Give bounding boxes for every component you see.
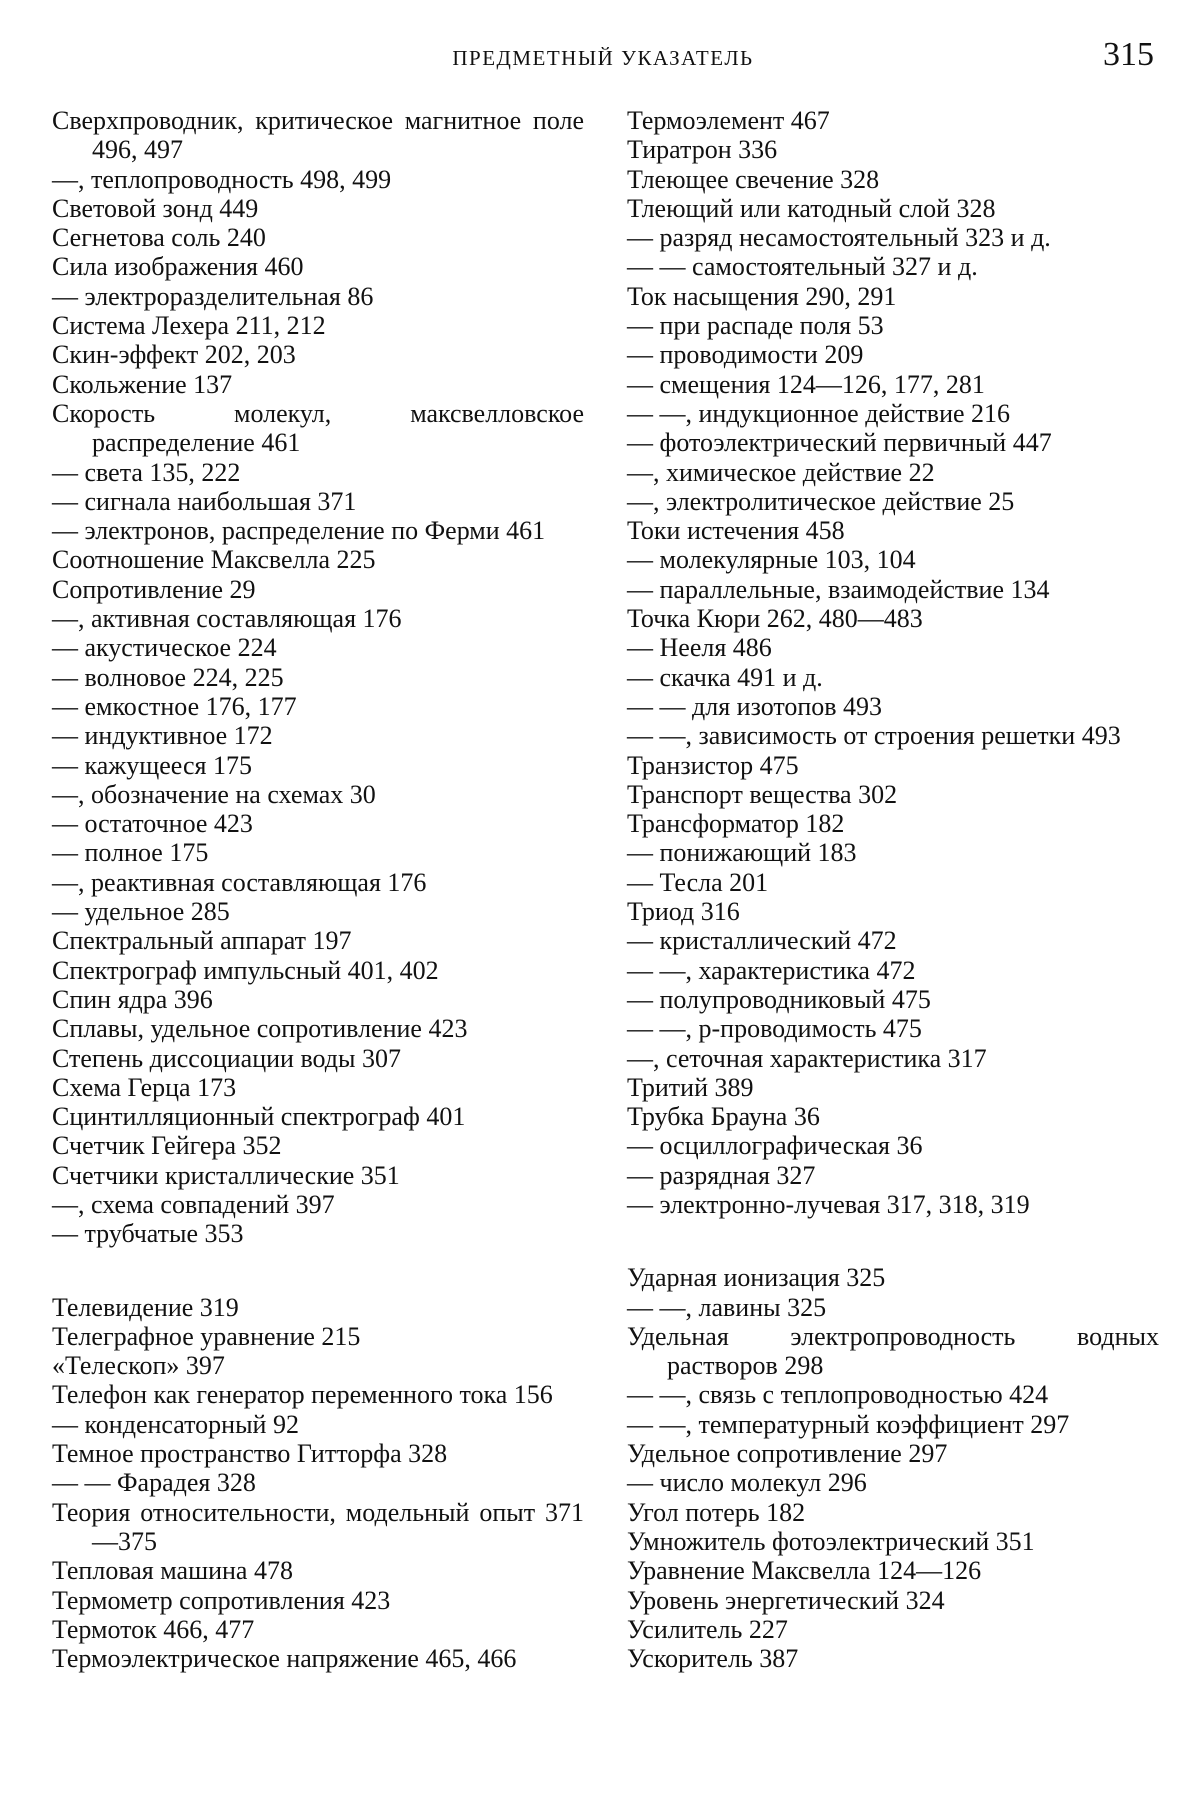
index-entry: — —, лавины 325 [627,1292,827,1322]
index-entry: —, электролитическое действие 25 [627,486,1015,516]
index-entry: Спектрограф импульсный 401, 402 [52,955,439,985]
index-entry: — — Фарадея 328 [52,1468,256,1498]
index-entry: — кристаллический 472 [627,926,897,956]
index-entry: — понижающий 183 [627,838,857,868]
index-entry: Сверхпроводник, критическое магнитное поле 496, 497 [52,106,584,165]
index-entry: Соотношение Максвелла 225 [52,545,376,575]
index-entry: Сцинтилляционный спектрограф 401 [52,1102,466,1132]
index-entry: — — для изотопов 493 [627,691,883,721]
index-entry: Счетчики кристаллические 351 [52,1160,400,1190]
index-entry: Усилитель 227 [627,1614,788,1644]
index-entry: Сплавы, удельное сопротивление 423 [52,1014,468,1044]
index-entry: Тепловая машина 478 [52,1556,293,1586]
running-title: ПРЕДМЕТНЫЙ УКАЗАТЕЛЬ [452,46,754,70]
index-entry: Счетчик Гейгера 352 [52,1131,282,1161]
index-entry: Темное пространство Гитторфа 328 [52,1439,448,1469]
index-entry: — света 135, 222 [52,457,241,487]
index-entry: Тлеющий или катодный слой 328 [627,193,996,223]
index-entry: Тиратрон 336 [627,135,778,165]
index-entry: Световой зонд 449 [52,193,259,223]
index-entry: Термоэлектрическое напряжение 465, 466 [52,1644,517,1674]
index-entry: Точка Кюри 262, 480—483 [627,604,923,634]
index-entry: — кажущееся 175 [52,750,252,780]
index-entry: — осциллографическая 36 [627,1131,923,1161]
index-entry: Трансформатор 182 [627,809,845,839]
index-entry: Ударная ионизация 325 [627,1263,886,1293]
index-entry: Спектральный аппарат 197 [52,926,352,956]
index-entry: Трубка Брауна 36 [627,1102,820,1132]
index-entry: — электроразделительная 86 [52,281,374,311]
index-entry: Скорость молекул, максвелловское распределение 461 [52,398,584,458]
index-entry: — —, температурный коэффициент 297 [627,1409,1070,1439]
index-entry: Транзистор 475 [627,750,799,780]
index-entry: Ток насыщения 290, 291 [627,281,897,311]
index-entry: Уравнение Максвелла 124—126 [627,1556,982,1586]
index-entry: Умножитель фотоэлектрический 351 [627,1526,1035,1556]
index-entry: Тлеющее свечение 328 [627,164,880,194]
index-entry: — —, связь с теплопроводностью 424 [627,1380,1049,1410]
index-entry: Теория относительности, модельный опыт 371—375 [52,1497,584,1556]
index-column-left [52,106,584,1673]
index-entry: Удельная электропроводность водных растворов 298 [627,1321,1159,1381]
index-entry: «Телескоп» 397 [52,1351,225,1381]
page-header [52,38,1154,82]
index-entry: — сигнала наибольшая 371 [52,486,357,516]
index-entry: Система Лехера 211, 212 [52,311,326,341]
index-entry: Термометр сопротивления 423 [52,1585,391,1615]
index-entry: — разряд несамостоятельный 323 и д. [627,223,1051,253]
index-entry: —, теплопроводность 498, 499 [52,164,392,194]
index-entry: — электронов, распределение по Ферми 461 [52,516,546,546]
index-entry: Угол потерь 182 [627,1497,806,1527]
index-entry: —, реактивная составляющая 176 [52,867,427,897]
index-entry: — —, зависимость от строения решетки 493 [627,721,1121,751]
index-entry: — волновое 224, 225 [52,662,284,692]
index-entry: — —, индукционное действие 216 [627,398,1011,428]
index-entry: Скин-эффект 202, 203 [52,340,296,370]
index-entry: — Нееля 486 [627,633,772,663]
index-entry: — —, характеристика 472 [627,955,916,985]
index-entry: —, схема совпадений 397 [52,1189,335,1219]
index-entry: — трубчатые 353 [52,1219,244,1249]
index-entry: — —, p-проводимость 475 [627,1014,922,1044]
index-entry: Тритий 389 [627,1072,754,1102]
index-entry: Ускоритель 387 [627,1644,799,1674]
index-entry: — при распаде поля 53 [627,311,884,341]
index-entry: —, сеточная характеристика 317 [627,1043,987,1073]
index-entry: — — самостоятельный 327 и д. [627,252,978,282]
index-entry: — индуктивное 172 [52,721,273,751]
index-entry: — акустическое 224 [52,633,277,663]
index-entry: — удельное 285 [52,897,230,927]
index-entry: — полупроводниковый 475 [627,984,931,1014]
index-column-right [627,106,1159,1673]
index-entry: Сегнетова соль 240 [52,223,266,253]
index-entry: — смещения 124—126, 177, 281 [627,369,985,399]
index-entry: Термоэлемент 467 [627,106,830,135]
index-entry: — остаточное 423 [52,809,253,839]
index-entry: Триод 316 [627,897,740,927]
index-entry: — разрядная 327 [627,1160,816,1190]
index-entry: —, химическое действие 22 [627,457,935,487]
index-entry: Спин ядра 396 [52,984,213,1014]
index-entry: — полное 175 [52,838,209,868]
index-entry: — емкостное 176, 177 [52,691,297,721]
index-entry: Схема Герца 173 [52,1072,237,1102]
index-entry: —, обозначение на схемах 30 [52,779,376,809]
index-entry: —, активная составляющая 176 [52,604,402,634]
index-entry: Сопротивление 29 [52,574,256,604]
index-entry: — конденсаторный 92 [52,1409,299,1439]
index-entry: Телеграфное уравнение 215 [52,1321,361,1351]
index-entry: — параллельные, взаимодействие 134 [627,574,1050,604]
index-entry: Уровень энергетический 324 [627,1585,945,1615]
index-entry: — число молекул 296 [627,1468,867,1498]
index-entry: — электронно-лучевая 317, 318, 319 [627,1189,1030,1219]
index-entry: Скольжение 137 [52,369,233,399]
index-entry: Телефон как генератор переменного тока 156 [52,1380,553,1410]
index-entry: — молекулярные 103, 104 [627,545,916,575]
index-entry: — Тесла 201 [627,867,769,897]
index-entry: Термоток 466, 477 [52,1614,255,1644]
index-entry: — фотоэлектрический первичный 447 [627,428,1052,458]
index-entry: Транспорт вещества 302 [627,779,898,809]
index-entry: Телевидение 319 [52,1292,239,1322]
index-entry: — скачка 491 и д. [627,662,823,692]
index-entry: Сила изображения 460 [52,252,304,282]
index-entry: Степень диссоциации воды 307 [52,1043,402,1073]
index-entry: Токи истечения 458 [627,516,845,546]
index-entry: Удельное сопротивление 297 [627,1439,948,1469]
index-entry: — проводимости 209 [627,340,864,370]
page-number: 315 [1103,36,1154,73]
